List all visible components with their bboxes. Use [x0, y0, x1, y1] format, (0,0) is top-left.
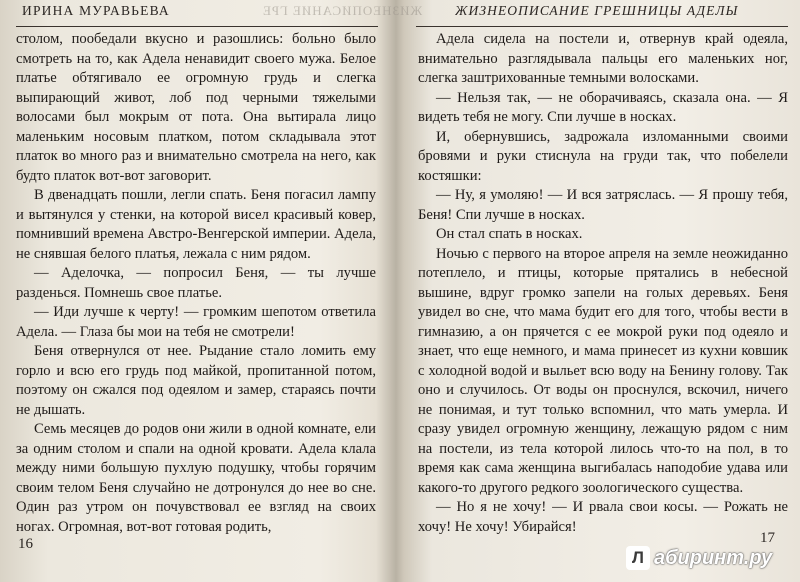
watermark-text: абиринт.ру — [654, 546, 773, 569]
right-running-head: ЖИЗНЕОПИСАНИЕ ГРЕШНИЦЫ АДЕЛЫ — [455, 3, 739, 18]
labirint-watermark — [626, 545, 772, 571]
header-rule — [16, 26, 378, 27]
paragraph: — Ну, я умоляю! — И вся затряслась. — Я прошу тебя, Беня! Спи лучше в носках. — [418, 187, 788, 223]
labirint-logo-icon: Л — [626, 546, 650, 570]
paragraph: Беня отвернулся от нее. Рыдание стало ломить ему горло и всю его грудь под майкой, пропитанной потом, поэтому он сжался под одеялом и замер, стараясь почти не дышать. — [16, 343, 376, 418]
paragraph: В двенадцать пошли, легли спать. Беня погасил лампу и вытянулся у стенки, на которой висел красивый ковер, помнивший времена Австро-Венгерской империи. Адела, не снявшая белого платья, лежала с ним рядом. — [16, 187, 376, 262]
right-body-text — [418, 30, 788, 537]
paragraph: — Но я не хочу! — И рвала свои косы. — Рожать не хочу! Не хочу! Убирайся! — [418, 499, 788, 535]
paragraph: Ночью с первого на второе апреля на земле неожиданно потеплело, и птицы, которые прятались в небесной вышине, вдруг громко запели на голых деревьях. Беня увидел во сне, что мама будит его для того, чтобы вести в гимназию, а он прячется с ее мокрой руки под одеяло и знает, что еще немного, и мама принесет из кухни ковшик с холодной водой и выльет всю воду на Бенину голову. Так оно и случилось. От воды он проснулся, вскочил, ничего не понимая, и тут только вспомнил, что мать умерла. И сразу увидел огромную женщину, лежащую рядом с ним на постели, из тела которой лилось что-то на пол, в то время как сама женщина выгибалась наподобие удава или какого-то другого редкого зоологического существа. — [418, 245, 788, 496]
header-rule — [416, 26, 788, 27]
page-number: 17 — [760, 530, 775, 546]
show-through-text: ЖИЗНЕОПИСАНИЕ ГРЕ — [262, 3, 423, 18]
paragraph: Семь месяцев до родов они жили в одной комнате, ели за одним столом и спали на одной кровати. Адела клала между ними большую пухлую подушку, чтобы горячим своим телом Беня случайно не дотронулся до нее во сне. Один раз утром он почувствовал ее взгляд на своих ногах. Огромная, вот-вот готовая родить, — [16, 421, 376, 535]
right-page — [400, 0, 800, 582]
paragraph: — Иди лучше к черту! — громким шепотом ответила Адела. — Глаза бы мои на тебя не смотрели! — [16, 304, 376, 340]
paragraph: Адела сидела на постели и, отвернув край одеяла, внимательно разглядывала пальцы его маленьких ног, слегка заштрихованные темными волосками. — [418, 31, 788, 86]
paragraph: — Нельзя так, — не оборачиваясь, сказала она. — Я видеть тебя не могу. Спи лучше в носках. — [418, 89, 788, 125]
page-number: 16 — [18, 536, 33, 552]
paragraph: Он стал спать в носках. — [436, 226, 583, 242]
paragraph: — Аделочка, — попросил Беня, — ты лучше разденься. Помнешь свое платье. — [16, 265, 376, 301]
left-running-head: ИРИНА МУРАВЬЕВА — [22, 3, 170, 18]
paragraph: столом, пообедали вкусно и разошлись: больно было смотреть на то, как Адела ненавидит своего мужа. Белое платье обтягивало ее огромную грудь и слегка выпирающий живот, лоб под черными тяжелыми волосами был мокрым от пота. Она вытирала лицо маленьким носовым платком, потом складывала этот платок во много раз и внимательно смотрела на него, как будто платок вот-вот заговорит. — [16, 31, 376, 184]
paragraph: И, обернувшись, задрожала изломанными своими бровями и руки стиснула на груди так, что побелели костяшки: — [418, 128, 788, 184]
left-body-text — [16, 30, 376, 537]
